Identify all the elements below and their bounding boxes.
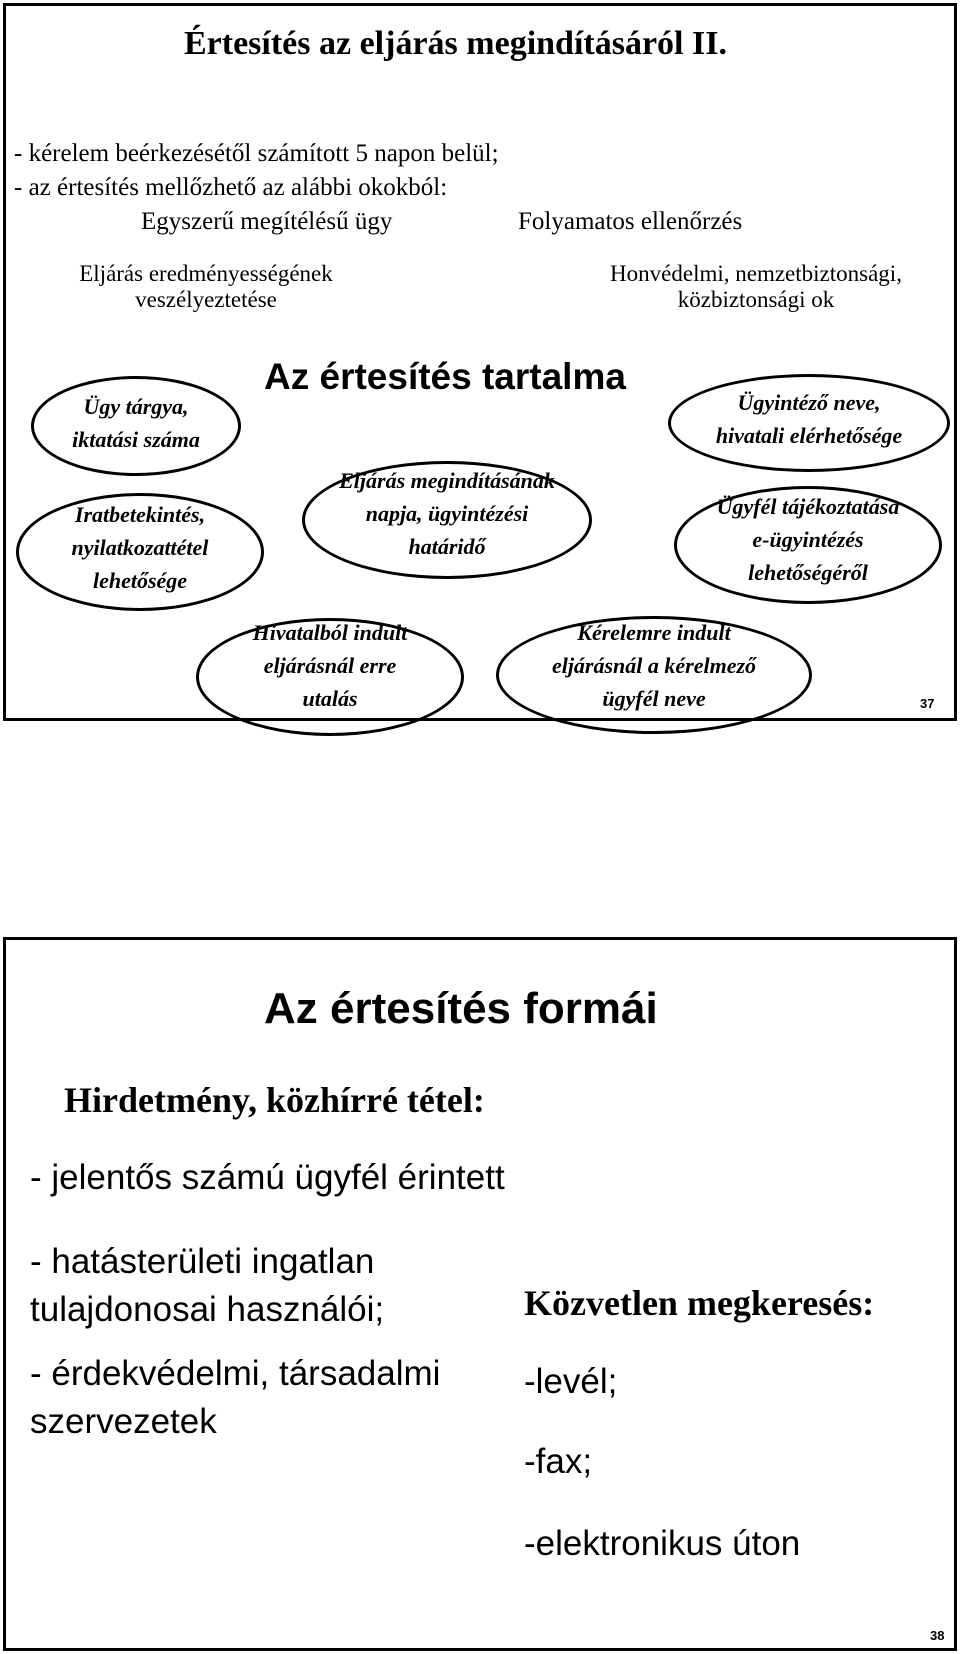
reason-security: Honvédelmi, nemzetbiztonsági, közbiztonsági ok	[610, 261, 902, 313]
slide-title: Az értesítés formái	[264, 984, 658, 1033]
page-number: 38	[930, 1628, 945, 1643]
oval-client-info-text: Ügyfél tájékoztatása e-ügyintézés lehetőségéről	[716, 494, 900, 585]
oval-administrator-text: Ügyintéző neve, hivatali elérhetősége	[715, 390, 903, 448]
slide-38	[3, 937, 957, 1651]
direct-heading: Közvetlen megkeresés:	[524, 1283, 875, 1323]
page-number: 37	[920, 696, 935, 711]
oval-subject-text: Ügy tárgya, iktatási száma	[72, 394, 200, 452]
announcement-item-3: - érdekvédelmi, társadalmi szervezetek	[30, 1354, 441, 1441]
content-heading: Az értesítés tartalma	[264, 356, 626, 397]
direct-item-fax: -fax;	[524, 1442, 593, 1481]
announcement-item-1: - jelentős számú ügyfél érintett	[30, 1158, 505, 1197]
oval-inspection-text: Iratbetekintés, nyilatkozattétel lehetősége	[71, 502, 209, 593]
oval-on-request-text: Kérelemre indult eljárásnál a kérelmező ügyfél neve	[551, 620, 757, 711]
reason-simple-case: Egyszerű megítélésű ügy	[141, 208, 393, 235]
oval-start-date-text: Eljárás megindításának napja, ügyintézési határidő	[339, 468, 555, 559]
reason-continuous-control: Folyamatos ellenőrzés	[518, 208, 743, 235]
announcement-item-2: - hatásterületi ingatlan tulajdonosai használói;	[30, 1242, 385, 1329]
direct-item-letter: -levél;	[524, 1362, 618, 1401]
oval-ex-officio-text: Hivatalból indult eljárásnál erre utalás	[252, 620, 408, 711]
reason-effectiveness-risk: Eljárás eredményességének veszélyeztetése	[79, 261, 333, 313]
slide-37	[3, 3, 957, 721]
announcement-heading: Hirdetmény, közhírré tétel:	[64, 1080, 485, 1120]
direct-item-electronic: -elektronikus úton	[524, 1524, 801, 1563]
bullet-omission: - az értesítés mellőzhető az alábbi okokból:	[14, 174, 448, 201]
slide-title: Értesítés az eljárás megindításáról II.	[184, 25, 727, 62]
bullet-deadline: - kérelem beérkezésétől számított 5 napon belül;	[14, 140, 499, 167]
